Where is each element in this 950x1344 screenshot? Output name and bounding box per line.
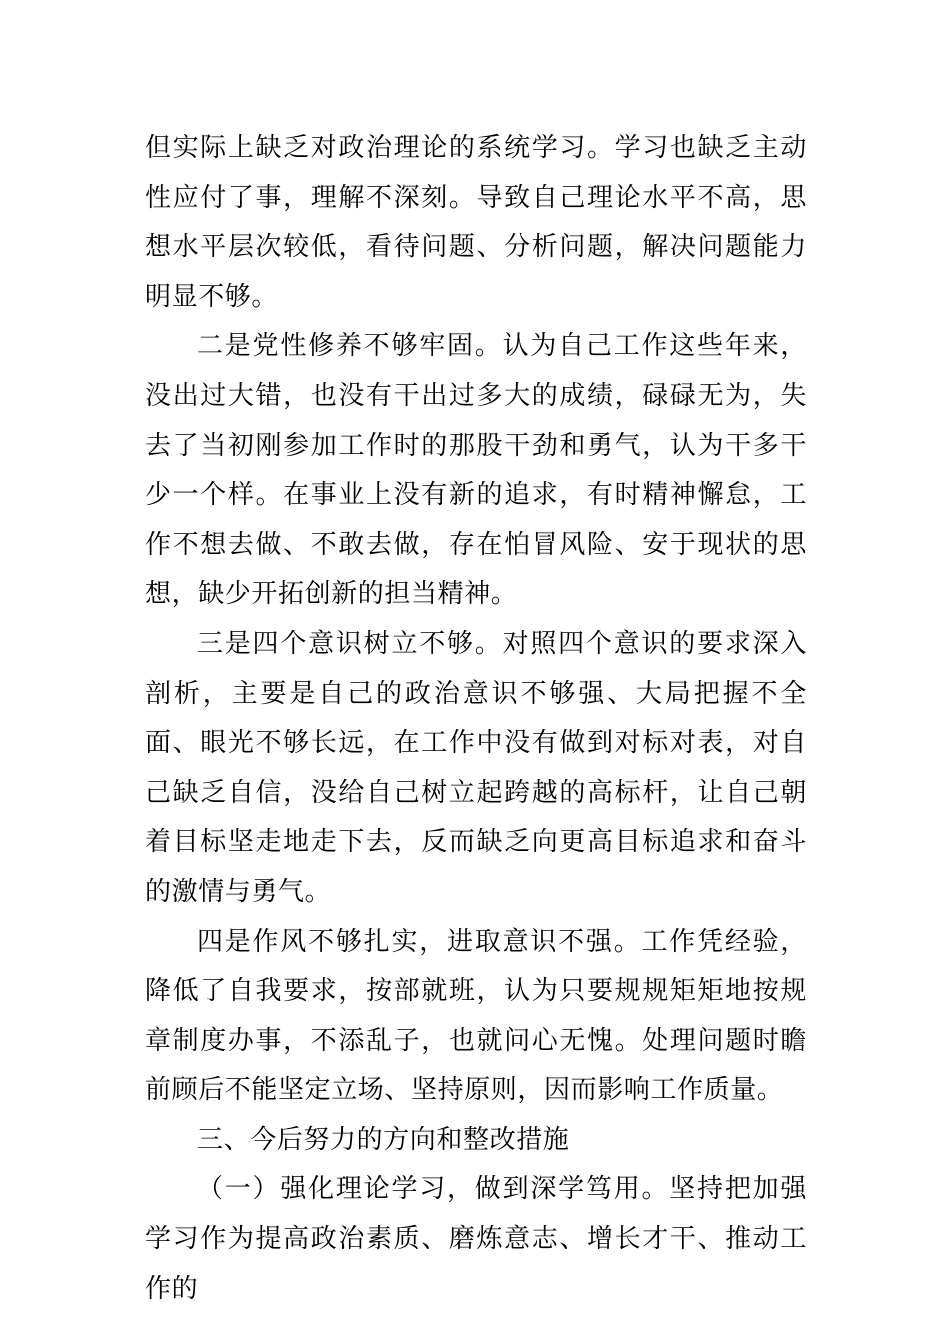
paragraph-theory-study: （一）强化理论学习，做到深学笃用。坚持把加强学习作为提高政治素质、磨炼意志、增长才干、推动工作的 <box>145 1174 807 1304</box>
section-heading-rectification: 三、今后努力的方向和整改措施 <box>197 1124 570 1155</box>
document-body <box>145 124 807 1314</box>
paragraph-continuation: 但实际上缺乏对政治理论的系统学习。学习也缺乏主动性应付了事，理解不深刻。导致自己理论水平不高，思想水平层次较低，看待问题、分析问题，解决问题能力明显不够。 <box>145 133 807 312</box>
paragraph-party-spirit: 二是党性修养不够牢固。认为自己工作这些年来，没出过大错，也没有干出过多大的成绩，碌碌无为，失去了当初刚参加工作时的那股干劲和勇气，认为干多干少一个样。在事业上没有新的追求，有时精神懈怠，工作不想去做、不敢去做，存在怕冒风险、安于现状的思想，缺少开拓创新的担当精神。 <box>145 331 807 610</box>
paragraph-four-consciousness: 三是四个意识树立不够。对照四个意识的要求深入剖析，主要是自己的政治意识不够强、大局把握不全面、眼光不够长远，在工作中没有做到对标对表，对自己缺乏自信，没给自己树立起跨越的高标杆，让自己朝着目标坚走地走下去，反而缺乏向更高目标追求和奋斗的激情与勇气。 <box>145 628 807 907</box>
paragraph-work-style: 四是作风不够扎实，进取意识不强。工作凭经验，降低了自我要求，按部就班，认为只要规规矩矩地按规章制度办事，不添乱子，也就问心无愧。处理问题时瞻前顾后不能坚定立场、坚持原则，因而影响工作质量。 <box>145 926 807 1106</box>
